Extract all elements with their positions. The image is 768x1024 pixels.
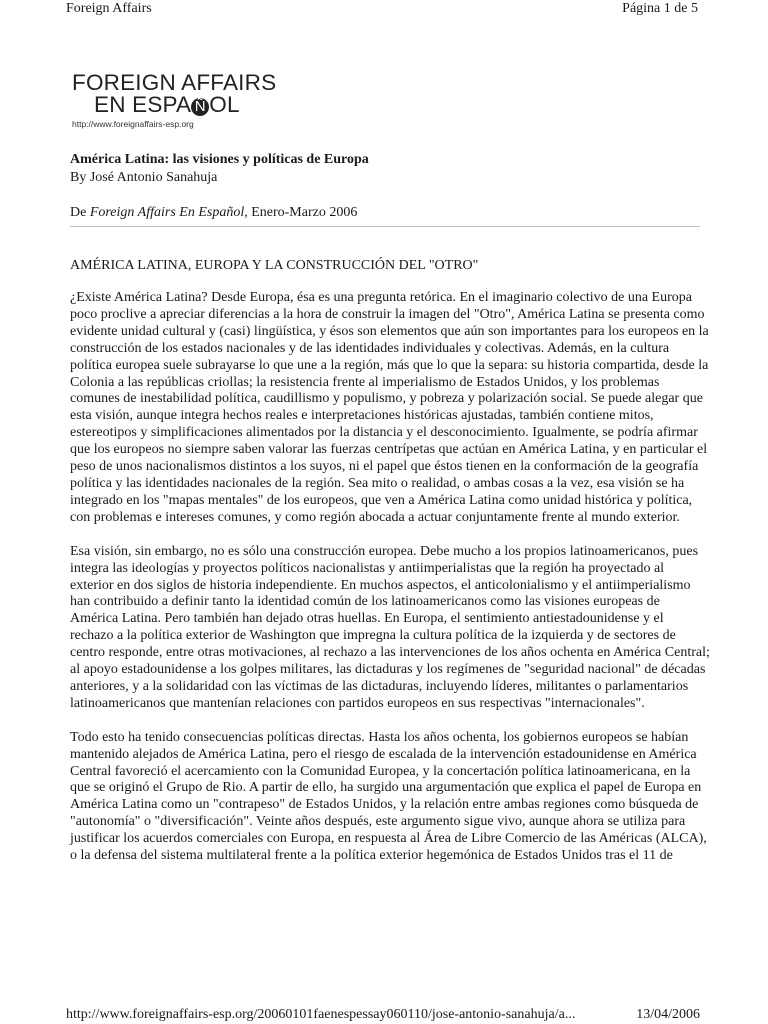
article-title: América Latina: las visiones y políticas de Europa [70, 152, 369, 167]
print-footer [66, 1006, 700, 1024]
body-paragraph: ¿Existe América Latina? Desde Europa, ésa es una pregunta retórica. En el imaginario colectivo de una Europa poco proclive a apreciar diferencias a la hora de construir la imagen del "Otro", América Latina se presenta como evidente unidad cultural y (casi) lingüística, y ésos son elementos que aún son importantes para los europeos en la construcción de los estados nacionales y de las identidades individuales y colectivas. Además, en la cultura política europea suele subrayarse lo que une a la región, más que lo que la separa: su historia compartida, desde la Colonia a las repúblicas criollas; la resistencia frente al imperialismo de Estados Unidos, y los problemas comunes de inestabilidad política, caudillismo y populismo, y pobreza y polarización social. Se puede alegar que esta visión, aunque integra hechos reales e interpretaciones históricas ajustadas, también contiene mitos, estereotipos y simplificaciones alimentados por la distancia y el desconocimiento. Igualmente, se podría afirmar que los europeos no siempre saben valorar las fuerzas centrípetas que actúan en América Latina, y en particular el peso de unos nacionalismos distintos a los suyos, ni el papel que éstos tienen en la conformación de la geografía política y las identidades nacionales de la región. Sea mito o realidad, o ambas cosas a la vez, esa visión se ha integrado en los "mapas mentales" de los europeos, que ven a América Latina como unidad histórica y política, con problemas e intereses comunes, y como región abocada a actuar conjuntamente frente al mundo exterior. [70, 290, 709, 525]
logo-title-line1: FOREIGN AFFAIRS [72, 70, 277, 95]
logo-title-line2-start: EN ESPA [94, 92, 192, 117]
logo-title-line2 [72, 94, 292, 116]
logo-title-line2-end: OL [209, 92, 240, 117]
footer-url[interactable]: http://www.foreignaffairs-esp.org/20060101faenespessay060110/jose-antonio-sanahuja/a... [66, 1007, 576, 1022]
body-paragraph: Esa visión, sin embargo, no es sólo una construcción europea. Debe mucho a los propios latinoamericanos, pues integra las ideologías y proyectos políticos nacionalistas y antiimperialistas que la región ha proyectado al exterior en dos siglos de historia independiente. En muchos aspectos, el anticolonialismo y el antiimperialismo han contribuido a definir tanto la identidad común de los latinoamericanos como las visiones europeas de América Latina. Pero también han dejado otras huellas. En Europa, el sentimiento antiestadounidense y el rechazo a la política exterior de Washington que impregna la cultura política de la izquierda y de sectores de centro responde, entre otras motivaciones, al rechazo a las intervenciones de los años ochenta en América Central; al apoyo estadounidense a los golpes militares, las dictaduras y los regímenes de "seguridad nacional" de décadas anteriores, y a la solidaridad con las víctimas de las dictaduras, incluyendo líderes, militantes o parlamentarios latinoamericanos que mantenían relaciones con partidos europeos en sus respectivas "internacionales". [70, 543, 710, 711]
section-heading: AMÉRICA LATINA, EUROPA Y LA CONSTRUCCIÓN DEL "OTRO" [70, 258, 479, 273]
article-meta [70, 151, 698, 222]
horizontal-divider [70, 226, 700, 227]
header-site-name: Foreign Affairs [66, 1, 152, 16]
article-body [70, 290, 710, 882]
print-header [66, 0, 698, 18]
logo-n-circle-icon: Ñ [191, 98, 209, 116]
footer-date: 13/04/2006 [636, 1007, 700, 1022]
logo-url[interactable]: http://www.foreignaffairs-esp.org [72, 119, 194, 129]
source-publication: Foreign Affairs En Español [89, 205, 245, 220]
foreign-affairs-logo[interactable] [72, 72, 292, 129]
article-byline: By José Antonio Sanahuja [70, 170, 218, 185]
source-prefix: De [70, 205, 90, 220]
source-date: , Enero-Marzo 2006 [244, 205, 358, 220]
article-source [70, 204, 698, 222]
body-paragraph: Todo esto ha tenido consecuencias políticas directas. Hasta los años ochenta, los gobiernos europeos se habían mantenido alejados de América Latina, pero el riesgo de escalada de la intervención estadounidense en América Central favoreció el acercamiento con la Comunidad Europea, y la concertación política latinoamericana, en la que se originó el Grupo de Rio. A partir de ello, ha surgido una argumentación que explica el papel de Europa en América Latina como un "contrapeso" de Estados Unidos, y la relación entre ambas regiones como búsqueda de "autonomía" o "diversificación". Veinte años después, este argumento sigue vivo, aunque ahora se utiliza para justificar los acuerdos comerciales con Europa, en respuesta al Área de Libre Comercio de las Américas (ALCA), o la defensa del sistema multilateral frente a la política exterior hegemónica de Estados Unidos tras el 11 de [70, 729, 707, 864]
header-page-number: Página 1 de 5 [622, 1, 698, 16]
